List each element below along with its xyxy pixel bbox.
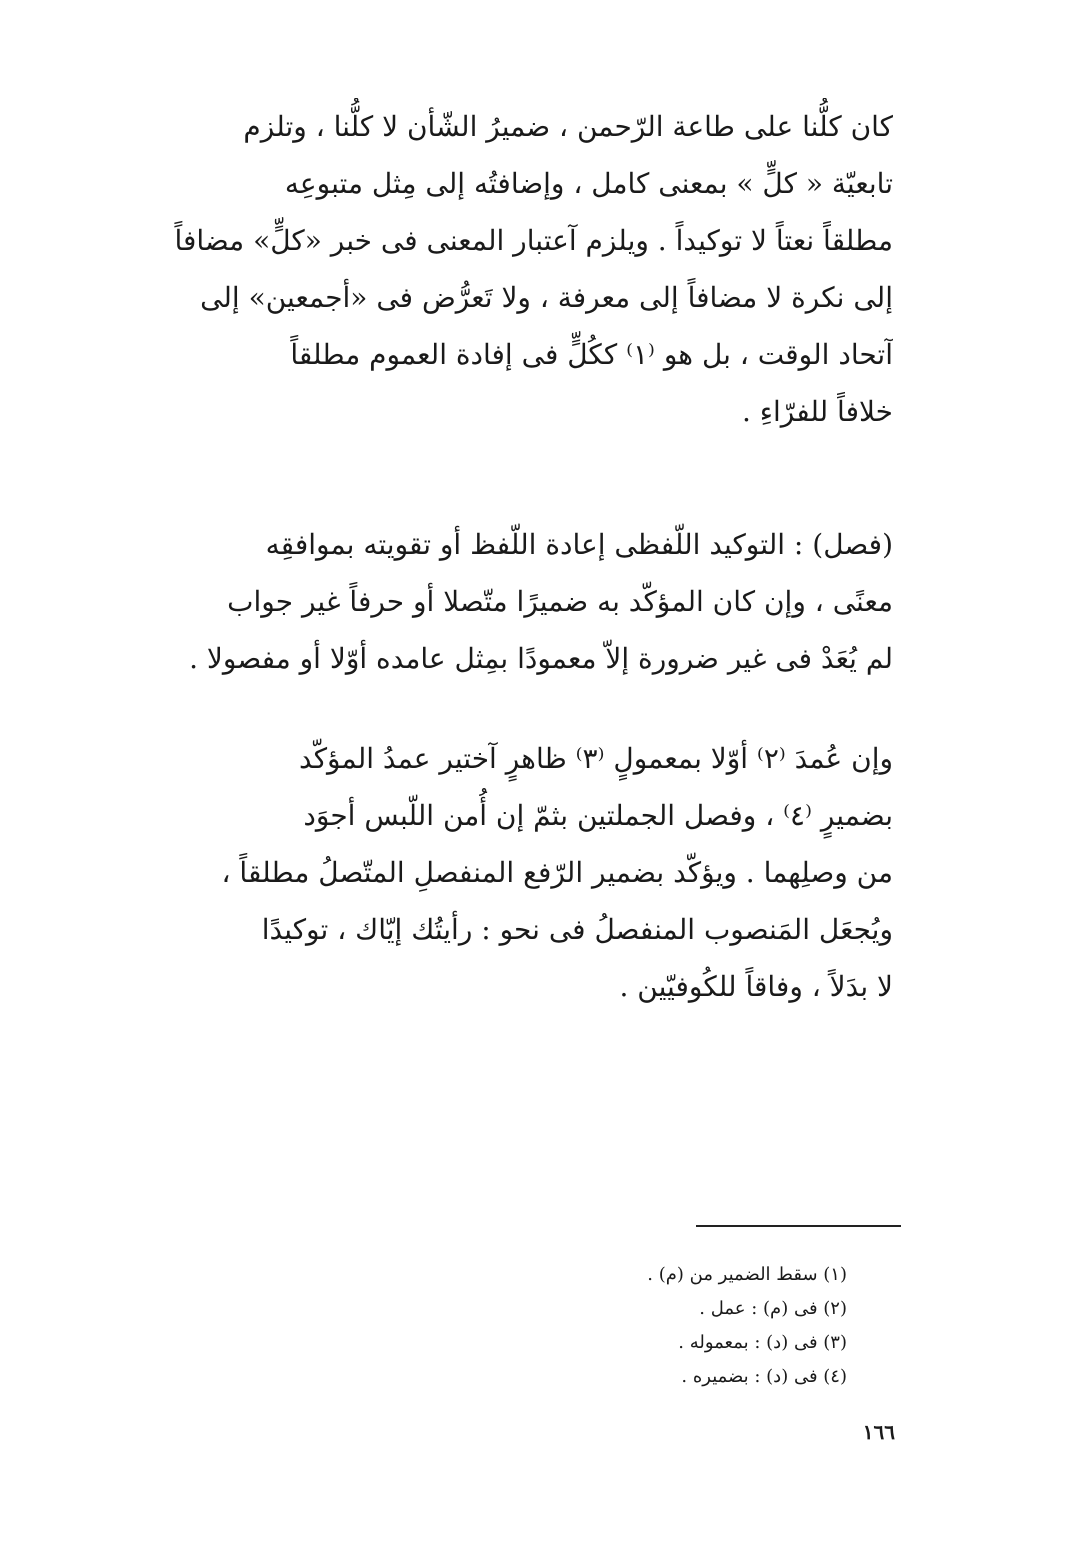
text-line: (فصل) : التوكيد اللّفظى إعادة اللّفظ أو تقويته بموافقِه xyxy=(265,528,893,561)
footnote: (١) سقط الضمير من (م) . xyxy=(647,1264,847,1285)
text-line: خلافاً للفرّاءِ . xyxy=(742,395,893,428)
text-line: من وصلِهما . ويؤكّد بضمير الرّفع المنفصلِ المتّصلُ مطلقاً ، xyxy=(221,856,893,889)
text-line: آتحاد الوقت ، بل هو ⁽١⁾ ككُلٍّ فى إفادة العموم مطلقاً xyxy=(290,338,893,371)
page-number: ١٦٦ xyxy=(862,1420,895,1444)
text-line: تابعيّة « كلٍّ » بمعنى كامل ، وإضافتُه إلى مِثل متبوعِه xyxy=(284,167,893,200)
paragraph-2 xyxy=(173,516,893,687)
footnotes xyxy=(547,1258,847,1394)
text-line: كان كلُّنا على طاعة الرّحمن ، ضميرُ الشّأن لا كلُّنا ، وتلزم xyxy=(243,110,893,143)
text-line: ويُجعَل المَنصوب المنفصلُ فى نحو : رأيتُك إيّاك ، توكيدًا xyxy=(261,913,893,946)
footnote-separator xyxy=(696,1225,901,1227)
footnote: (٤) فى (د) : بضميره . xyxy=(681,1366,847,1387)
text-line: لا بدَلاً ، وفاقاً للكُوفيّين . xyxy=(619,970,893,1003)
paragraph-1 xyxy=(173,98,893,440)
paragraph-3 xyxy=(173,730,893,1015)
text-line: مطلقاً نعتاً لا توكيداً . ويلزم آعتبار المعنى فى خبر «كلٍّ» مضافاً xyxy=(174,224,893,257)
footnote: (٢) فى (م) : عمل . xyxy=(699,1298,847,1319)
text-line: إلى نكرة لا مضافاً إلى معرفة ، ولا تَعرُّض فى «أجمعين» إلى xyxy=(200,281,893,314)
text-line: وإن عُمدَ ⁽٢⁾ أوّلا بمعمولٍ ⁽٣⁾ ظاهرٍ آختير عمدُ المؤكّد xyxy=(299,742,893,775)
text-line: لم يُعَدْ فى غير ضرورة إلاّ معمودًا بمِثل عامده أوّلا أو مفصولا . xyxy=(189,642,893,675)
text-line: معنًى ، وإن كان المؤكّد به ضميرًا متّصلا أو حرفاً غير جواب xyxy=(227,585,893,618)
text-line: بضميرٍ ⁽٤⁾ ، وفصل الجملتين بثمّ إن أُمن اللّبس أجوَد xyxy=(303,799,893,832)
footnote: (٣) فى (د) : بمعموله . xyxy=(678,1332,847,1353)
